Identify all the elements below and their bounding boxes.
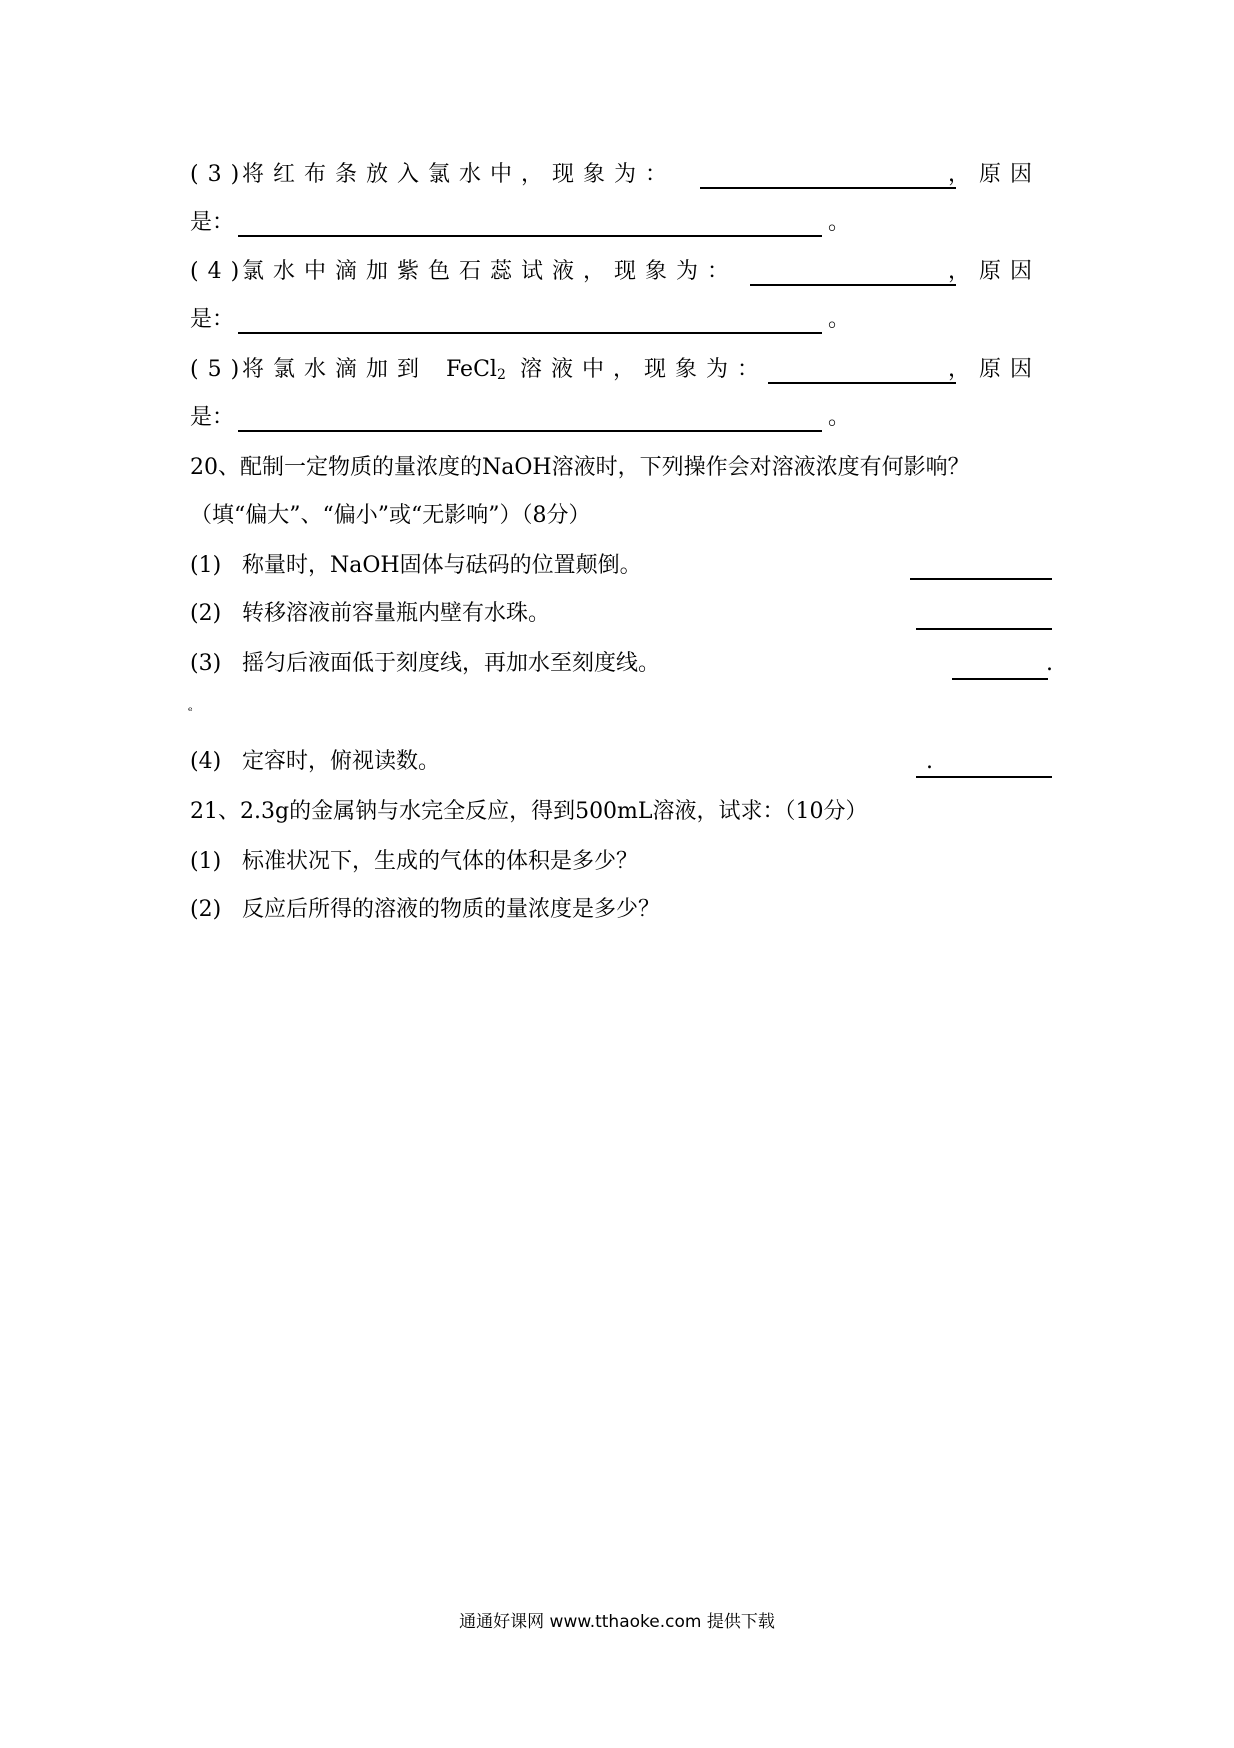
q20-item4-text: 定容时，俯视读数。 [242, 749, 441, 774]
q20-item1 [190, 546, 1050, 586]
q20-item2-answer-blank[interactable] [916, 628, 1052, 630]
formula-subscript: 2 [496, 367, 506, 383]
q20-item4-number: (4) [190, 749, 222, 774]
q19-item4-text: 氯水中滴加紫色石蕊试液，现象为： [242, 259, 739, 284]
q19-item3-text: 将红布条放入氯水中，现象为： [242, 162, 677, 187]
q19-item4-number: (4) [190, 259, 249, 284]
q19-item3-reason-label: ，原因 [948, 162, 1042, 187]
q20-item1-answer-blank[interactable] [910, 578, 1052, 580]
q19-item3-reason-blank[interactable] [238, 235, 822, 237]
q19-item4-is-label: 是： [190, 307, 235, 332]
q19-item4-line1 [190, 252, 1050, 292]
q19-item3-period: 。 [828, 210, 851, 235]
q19-item4-reason-label: ，原因 [948, 259, 1042, 284]
q20-title-text: 20、配制一定物质的量浓度的NaOH溶液时，下列操作会对溶液浓度有何影响？ [190, 455, 970, 480]
q21-item1-number: (1) [190, 849, 222, 874]
q20-item1-text: 称量时，NaOH固体与砝码的位置颠倒。 [242, 553, 642, 578]
q21-item2-text: 反应后所得的溶液的物质的量浓度是多少？ [242, 897, 661, 922]
q21-item2-number: (2) [190, 897, 222, 922]
q19-item5-line1 [190, 350, 1050, 390]
q20-subtitle-text: （填“偏大”、“偏小”或“无影响”）（8分） [190, 503, 591, 528]
q20-item2-number: (2) [190, 601, 222, 626]
q20-item3-answer-blank[interactable] [952, 678, 1048, 680]
q19-item5-number: (5) [190, 357, 249, 382]
q20-title [190, 448, 1050, 488]
q19-item5-formula [446, 350, 506, 395]
q21-title [190, 792, 1050, 832]
q19-item5-reason-label: ，原因 [948, 357, 1042, 382]
q20-item3-number: (3) [190, 651, 222, 676]
q20-item3-text: 摇匀后液面低于刻度线，再加水至刻度线。 [242, 651, 661, 676]
q19-item3-line2 [190, 203, 1050, 243]
q20-item4-lead-dot: . [926, 749, 933, 774]
q21-item1-text: 标准状况下，生成的气体的体积是多少？ [242, 849, 639, 874]
q19-item4-phenomenon-blank[interactable] [750, 284, 956, 286]
q21-item2 [190, 890, 1050, 930]
q19-item4-reason-blank[interactable] [238, 332, 822, 334]
q21-title-text: 21、2.3g的金属钠与水完全反应，得到500mL溶液，试求：（10分） [190, 799, 868, 824]
q20-item2-text: 转移溶液前容量瓶内壁有水珠。 [242, 601, 551, 626]
q19-item4-period: 。 [828, 307, 851, 332]
q19-item5-period: 。 [828, 405, 851, 430]
q19-item5-is-label: 是： [190, 405, 235, 430]
q19-item3-line1 [190, 155, 1050, 195]
q19-item5-line2 [190, 398, 1050, 438]
q19-item4-line2 [190, 300, 1050, 340]
q21-item1 [190, 842, 1050, 882]
q20-item3 [190, 644, 1053, 684]
q20-item4-answer-blank[interactable] [916, 776, 1052, 778]
page-footer: 通通好课网 www.tthaoke.com 提供下载 [459, 1612, 775, 1632]
q20-item3-trail-dot: . [1046, 651, 1053, 676]
q20-item1-number: (1) [190, 553, 222, 578]
q19-item3-number: (3) [190, 162, 249, 187]
q19-item5-text-a: 将氯水滴加到 [242, 357, 429, 382]
q19-item3-is-label: 是： [190, 210, 235, 235]
q20-subtitle [190, 496, 1050, 536]
stray-mark: ₑ [188, 700, 193, 714]
q19-item3-phenomenon-blank[interactable] [700, 187, 956, 189]
q19-item5-phenomenon-blank[interactable] [768, 382, 956, 384]
q19-item5-reason-blank[interactable] [238, 430, 822, 432]
q19-item5-text-b: 溶液中，现象为： [520, 357, 769, 382]
formula-main: FeCl [446, 357, 497, 382]
